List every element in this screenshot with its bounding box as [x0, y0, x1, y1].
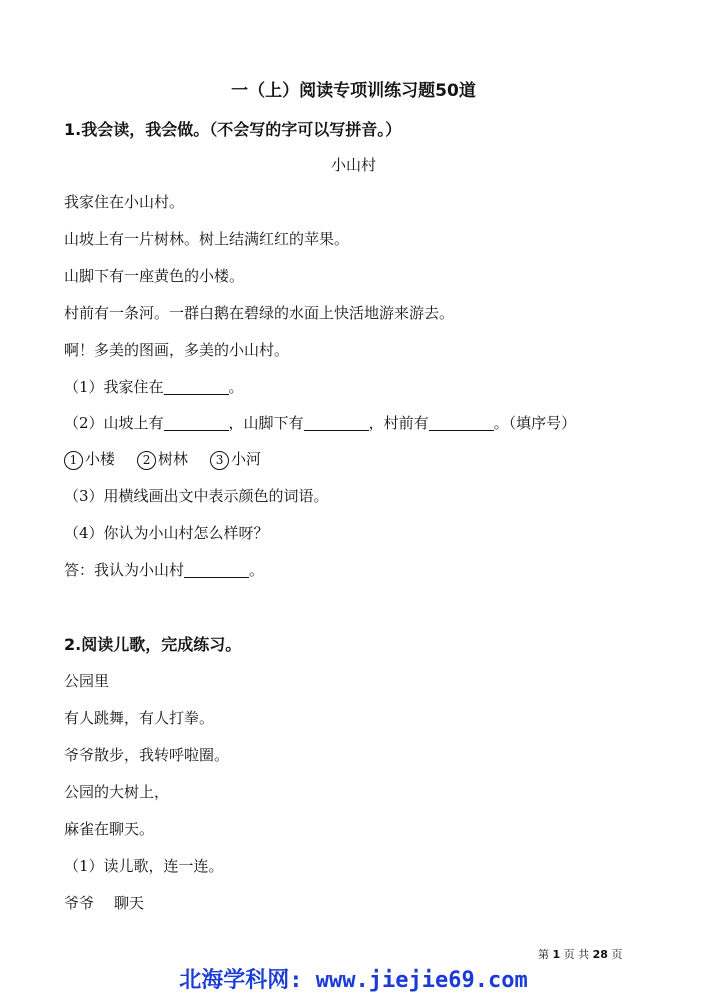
poem-line: 爷爷散步，我转呼啦圈。 [64, 746, 230, 764]
answer-blank[interactable] [164, 414, 229, 431]
sub-question-1-text: （1）我家住在 [64, 378, 164, 396]
circled-number: 3 [210, 451, 229, 470]
sub-question-4: （4）你认为小山村怎么样呀？ [64, 524, 269, 542]
option-item [137, 448, 188, 470]
option-text: 小河 [231, 450, 262, 468]
poem-line: 有人跳舞，有人打拳。 [64, 709, 215, 727]
poem-line: 公园里 [64, 672, 110, 690]
sub-question-2-text-a: （2）山坡上有 [64, 414, 164, 432]
poem-line: 麻雀在聊天。 [64, 820, 155, 838]
current-page: 1 [552, 948, 561, 961]
page-label: 第 [538, 948, 549, 961]
sub-question-3: （3）用横线画出文中表示颜色的词语。 [64, 487, 329, 505]
passage-line: 村前有一条河。一群白鹅在碧绿的水面上快活地游来游去。 [64, 304, 455, 322]
passage-title: 小山村 [330, 156, 376, 174]
answer-blank[interactable] [184, 561, 249, 578]
answer-blank[interactable] [164, 378, 229, 395]
sub-question-2-text-b: ，山脚下有 [228, 414, 304, 432]
question-1-heading: 1.我会读，我会做。（不会写的字可以写拼音。） [64, 120, 402, 139]
match-left-item[interactable]: 爷爷 [64, 894, 95, 912]
total-pages: 28 [592, 948, 608, 961]
q2-sub-question-1: （1）读儿歌，连一连。 [64, 857, 224, 875]
matching-row [64, 892, 144, 913]
page-label: 页 共 [563, 948, 590, 961]
answer-prefix: 答：我认为小山村 [64, 561, 185, 579]
option-list [64, 448, 283, 470]
document-title: 一（上）阅读专项训练习题50道 [231, 81, 476, 101]
sub-question-2-text-d: 。（填序号） [493, 414, 577, 432]
poem-line: 公园的大树上， [64, 783, 170, 801]
option-item [64, 448, 115, 470]
punctuation: 。 [249, 561, 265, 579]
answer-line [64, 559, 264, 580]
match-right-item[interactable]: 聊天 [114, 894, 145, 912]
option-text: 树林 [158, 450, 189, 468]
answer-blank[interactable] [304, 414, 369, 431]
sub-question-2 [64, 412, 576, 433]
passage-line: 我家住在小山村。 [64, 193, 185, 211]
option-item [210, 448, 261, 470]
option-text: 小楼 [85, 450, 116, 468]
sub-question-1 [64, 376, 244, 397]
answer-blank[interactable] [429, 414, 494, 431]
passage-line: 山坡上有一片树林。树上结满红红的苹果。 [64, 230, 350, 248]
footer-watermark: 北海学科网: www.jiejie69.com [179, 968, 528, 993]
circled-number: 1 [64, 451, 83, 470]
circled-number: 2 [137, 451, 156, 470]
page-label: 页 [611, 948, 623, 961]
passage-line: 啊！多美的图画，多美的小山村。 [64, 341, 290, 359]
page-number [538, 946, 622, 962]
sub-question-2-text-c: ，村前有 [368, 414, 429, 432]
passage-line: 山脚下有一座黄色的小楼。 [64, 267, 245, 285]
question-2-heading: 2.阅读儿歌，完成练习。 [64, 635, 242, 654]
punctuation: 。 [228, 378, 244, 396]
